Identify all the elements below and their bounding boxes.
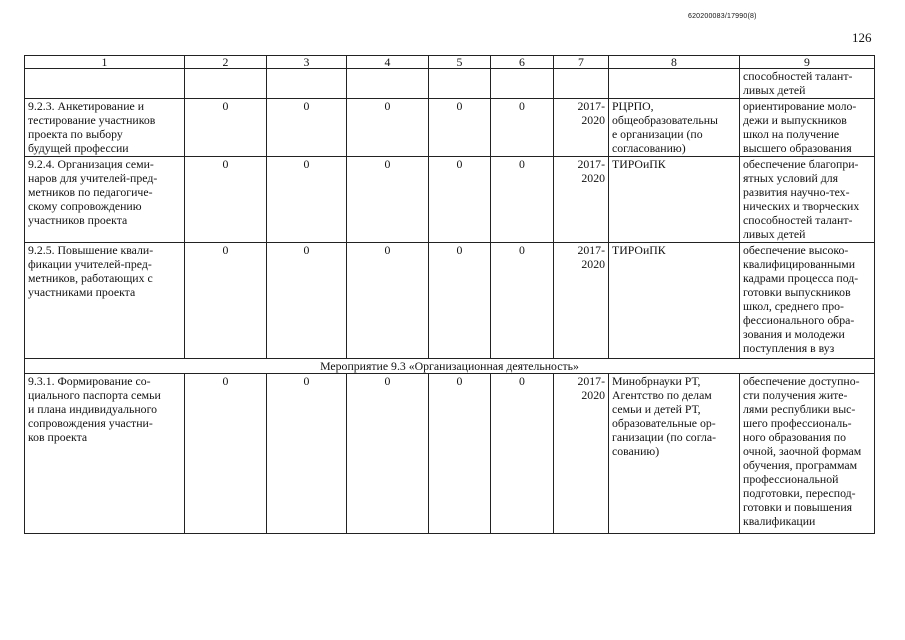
measure-name: 9.2.3. Анкетирование и тестирование участников проекта по выбору будущей профессии — [25, 99, 185, 157]
value-cell: 0 — [491, 243, 554, 359]
page-number: 126 — [852, 30, 872, 45]
period-cell: 2017- 2020 — [554, 157, 609, 243]
value-cell: 0 — [185, 243, 267, 359]
value-cell: 0 — [267, 157, 347, 243]
table-row — [25, 243, 875, 359]
executor-cell: ТИРОиПК — [609, 243, 740, 359]
value-cell: 0 — [267, 374, 347, 534]
column-number: 3 — [267, 56, 347, 69]
column-number: 2 — [185, 56, 267, 69]
value-cell: 0 — [491, 374, 554, 534]
value-cell: 0 — [267, 99, 347, 157]
column-number: 9 — [740, 56, 875, 69]
column-number: 5 — [429, 56, 491, 69]
value-cell: 0 — [429, 243, 491, 359]
continuation-row — [25, 69, 875, 99]
value-cell: 0 — [491, 99, 554, 157]
result-cell: обеспечение доступно- сти получения жите- лями республики выс- шего профессиональ- ного образования по очной, заочной формам обучения, программам профессиональной подготовки, переспод- готовки и повышения квалификации — [740, 374, 875, 534]
period-cell: 2017- 2020 — [554, 99, 609, 157]
value-cell: 0 — [347, 99, 429, 157]
value-cell: 0 — [267, 243, 347, 359]
column-number: 6 — [491, 56, 554, 69]
measures-table — [24, 55, 875, 534]
measure-name: 9.2.4. Организация семи- наров для учителей-пред- метников по педагогиче- скому сопровождению участников проекта — [25, 157, 185, 243]
continuation-text: способностей талант- ливых детей — [740, 69, 875, 99]
value-cell: 0 — [429, 157, 491, 243]
table-row — [25, 157, 875, 243]
table-row — [25, 99, 875, 157]
value-cell: 0 — [347, 243, 429, 359]
column-number: 4 — [347, 56, 429, 69]
column-number: 7 — [554, 56, 609, 69]
value-cell: 0 — [185, 157, 267, 243]
measure-name: 9.2.5. Повышение квали- фикации учителей-пред- метников, работающих с участниками проекта — [25, 243, 185, 359]
measure-name: 9.3.1. Формирование со- циального паспорта семьи и плана индивидуального сопровождения участни- ков проекта — [25, 374, 185, 534]
value-cell: 0 — [185, 374, 267, 534]
executor-cell: ТИРОиПК — [609, 157, 740, 243]
period-cell: 2017- 2020 — [554, 374, 609, 534]
executor-cell: Минобрнауки РТ, Агентство по делам семьи и детей РТ, образовательные ор- ганизации (по согла- сованию) — [609, 374, 740, 534]
value-cell: 0 — [347, 374, 429, 534]
value-cell: 0 — [185, 99, 267, 157]
value-cell: 0 — [429, 374, 491, 534]
column-number: 8 — [609, 56, 740, 69]
result-cell: обеспечение высоко- квалифицированными кадрами процесса под- готовки выпускников школ, среднего про- фессионального обра- зования и молодежи поступления в вуз — [740, 243, 875, 359]
column-number-row — [25, 56, 875, 69]
period-cell: 2017- 2020 — [554, 243, 609, 359]
value-cell: 0 — [429, 99, 491, 157]
value-cell: 0 — [347, 157, 429, 243]
document-code: 620200083/17990(8) — [688, 13, 757, 20]
column-number: 1 — [25, 56, 185, 69]
table-row — [25, 374, 875, 534]
result-cell: обеспечение благопри- ятных условий для развития научно-тех- нических и творческих способностей талант- ливых детей — [740, 157, 875, 243]
executor-cell: РЦРПО, общеобразовательны е организации (по согласованию) — [609, 99, 740, 157]
value-cell: 0 — [491, 157, 554, 243]
event-heading-row — [25, 359, 875, 374]
event-heading: Мероприятие 9.3 «Организационная деятельность» — [25, 359, 875, 374]
result-cell: ориентирование моло- дежи и выпускников школ на получение высшего образования — [740, 99, 875, 157]
